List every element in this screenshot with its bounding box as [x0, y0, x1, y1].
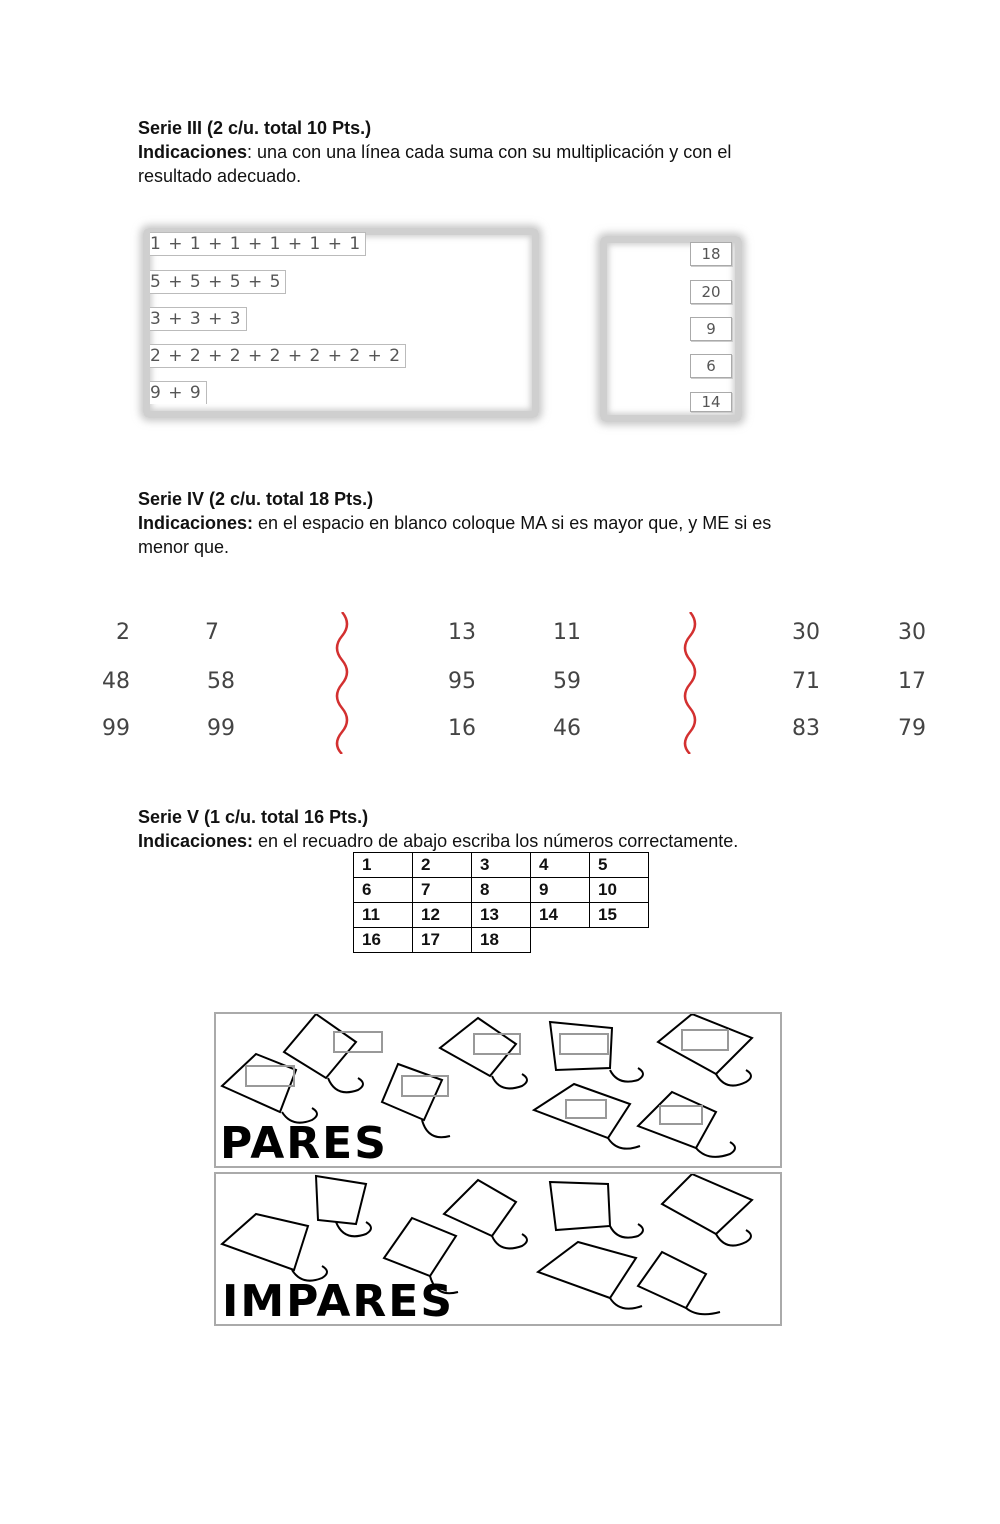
table-cell: 16: [354, 928, 413, 953]
serie-3-title: Serie III (2 c/u. total 10 Pts.): [138, 118, 372, 138]
serie-5-title: Serie V (1 c/u. total 16 Pts.): [138, 807, 369, 827]
table-row: [354, 878, 649, 903]
compare-left: 95: [448, 669, 476, 694]
compare-left: 83: [792, 716, 820, 741]
impares-panel: [214, 1172, 782, 1326]
wavy-divider-1: [330, 612, 354, 754]
table-row: [354, 903, 649, 928]
wavy-divider-2: [678, 612, 702, 754]
table-cell: 7: [413, 878, 472, 903]
compare-right: 79: [898, 716, 926, 741]
pares-panel: [214, 1012, 782, 1168]
table-cell: 14: [531, 903, 590, 928]
compare-left: 71: [792, 669, 820, 694]
compare-right: 11: [553, 620, 581, 645]
result-box-2[interactable]: 20: [690, 280, 732, 304]
table-cell-empty: [590, 928, 649, 953]
compare-right: 58: [207, 669, 235, 694]
compare-right: 46: [553, 716, 581, 741]
serie-5-instructions: Indicaciones: en el recuadro de abajo escriba los números correctamente.: [138, 831, 739, 851]
compare-right: 99: [207, 716, 235, 741]
compare-right: 7: [205, 620, 219, 645]
serie-5-header: [138, 805, 858, 853]
table-cell: 4: [531, 853, 590, 878]
table-cell: 8: [472, 878, 531, 903]
numbers-table: [353, 852, 649, 953]
serie-3-header: [138, 116, 858, 188]
table-cell: 18: [472, 928, 531, 953]
compare-right: 59: [553, 669, 581, 694]
compare-left: 2: [116, 620, 130, 645]
sum-row-1[interactable]: 1 + 1 + 1 + 1 + 1 + 1: [150, 232, 366, 256]
compare-left: 48: [102, 669, 130, 694]
table-cell-empty: [531, 928, 590, 953]
serie-4-instructions: Indicaciones: en el espacio en blanco coloque MA si es mayor que, y ME si es: [138, 513, 772, 533]
table-cell: 11: [354, 903, 413, 928]
table-cell: 9: [531, 878, 590, 903]
table-cell: 15: [590, 903, 649, 928]
serie-4-title: Serie IV (2 c/u. total 18 Pts.): [138, 489, 374, 509]
result-box-5[interactable]: 14: [690, 392, 732, 412]
compare-left: 13: [448, 620, 476, 645]
table-cell: 3: [472, 853, 531, 878]
compare-left: 30: [792, 620, 820, 645]
serie-4-instructions-cont: menor que.: [138, 537, 230, 557]
sum-row-2[interactable]: 5 + 5 + 5 + 5: [150, 270, 286, 294]
serie-4-header: [138, 487, 858, 559]
compare-left: 99: [102, 716, 130, 741]
table-cell: 1: [354, 853, 413, 878]
sum-row-4[interactable]: 2 + 2 + 2 + 2 + 2 + 2 + 2: [150, 344, 406, 368]
table-row: [354, 853, 649, 878]
table-cell: 5: [590, 853, 649, 878]
table-cell: 6: [354, 878, 413, 903]
compare-right: 30: [898, 620, 926, 645]
sum-row-5[interactable]: 9 + 9: [150, 381, 207, 404]
result-box-4[interactable]: 6: [690, 354, 732, 378]
sum-row-3[interactable]: 3 + 3 + 3: [150, 307, 247, 331]
table-cell: 2: [413, 853, 472, 878]
table-cell: 13: [472, 903, 531, 928]
table-row: [354, 928, 649, 953]
pares-word: PARES: [220, 1118, 388, 1169]
table-cell: 12: [413, 903, 472, 928]
result-box-3[interactable]: 9: [690, 317, 732, 341]
compare-left: 16: [448, 716, 476, 741]
compare-right: 17: [898, 669, 926, 694]
impares-word: IMPARES: [222, 1276, 455, 1327]
table-cell: 17: [413, 928, 472, 953]
serie-3-instructions-cont: resultado adecuado.: [138, 166, 302, 186]
table-cell: 10: [590, 878, 649, 903]
result-box-1[interactable]: 18: [690, 242, 732, 266]
serie-3-instructions: Indicaciones: una con una línea cada suma con su multiplicación y con el: [138, 142, 732, 162]
